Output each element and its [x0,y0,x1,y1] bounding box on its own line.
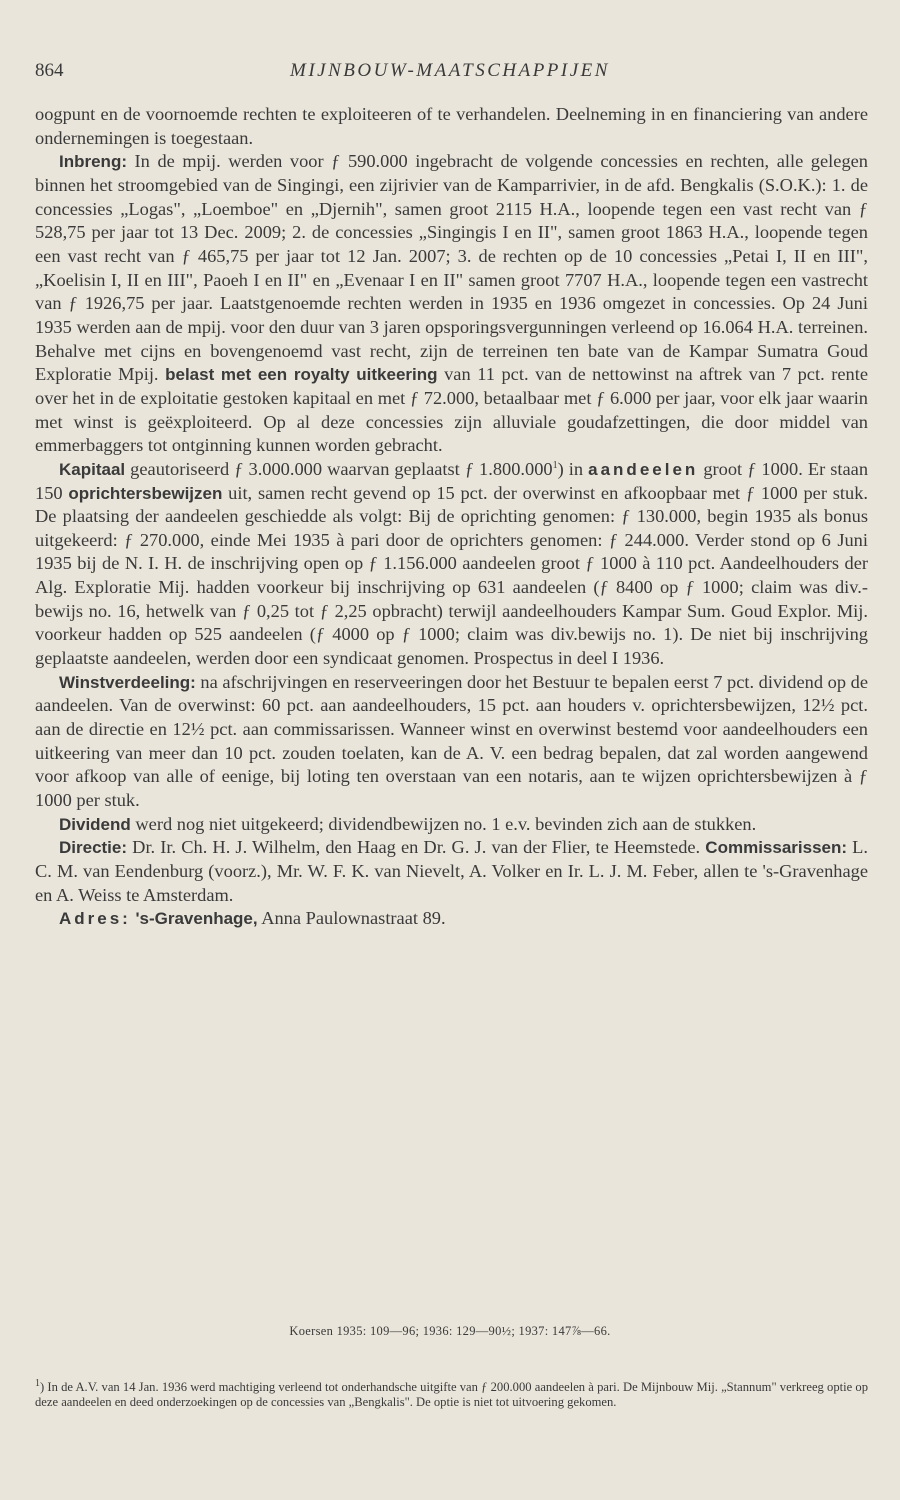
commissarissen-label: Commissarissen: [705,838,848,858]
paragraph-dividend [35,813,868,837]
paragraph-kapitaal [35,458,868,671]
adres-text: Anna Paulownastraat 89. [257,908,446,929]
paragraph-intro [35,103,868,150]
adres-city: 's-Gravenhage, [135,909,258,929]
dividend-text: werd nog niet uitgekeerd; dividendbewijzen no. 1 e.v. bevinden zich aan de stukken. [130,813,757,834]
directie-label: Directie: [59,838,128,858]
paragraph-adres [35,907,868,931]
paragraph-directie [35,836,868,907]
footnote-reference: 1 [552,459,558,471]
royalty-label: belast met een royalty uitkeering [165,365,438,385]
kapitaal-text-4: uit, samen recht gevend op 15 pct. der overwinst en afkoopbaar met ƒ 1000 per stuk. De plaatsing der aandeelen geschiedde als volgt: Bij de oprichting genomen: ƒ 130.000, begin 1935 als bonus uitgekeerd: ƒ 270.000, einde Mei 1935 à pari door de oprichters genomen: ƒ 244.000. Verder stond op 6 Juni 1935 bij de N. I. H. de inschrijving open op ƒ 1.156.000 aandeelen groot ƒ 1000 à 110 pct. Aandeelhouders der Alg. Exploratie Mij. hadden voorkeur bij inschrijving op 631 aandeelen (ƒ 8400 op ƒ 1000; claim was div.-bewijs no. 16, hetwelk van ƒ 0,25 tot ƒ 2,25 opbracht) terwijl aandeelhouders Kampar Sum. Goud Explor. Mij. voorkeur hadden op 525 aandeelen (ƒ 4000 op ƒ 1000; claim was div.bewijs no. 1). De niet bij inschrijving geplaatste aandeelen, werden door een syndicaat genomen. Prospectus in deel I 1936. [35,482,868,669]
oprichtersbewijzen-label: oprichtersbewijzen [68,483,223,503]
directie-text: Dr. Ir. Ch. H. J. Wilhelm, den Haag en Dr. G. J. van der Flier, te Heemstede. [127,837,706,858]
aandeelen-label: aandeelen [588,459,699,479]
inbreng-text: In de mpij. werden voor ƒ 590.000 ingebracht de volgende concessies en rechten, alle gelegen binnen het stroomgebied van de Singingi, een zijrivier van de Kamparrivier, in de afd. Bengkalis (S.O.K.): 1. de concessies „Logas", „Loemboe" en „Djernih", samen groot 2115 H.A., loopende tegen een vast recht van ƒ 528,75 per jaar tot 13 Dec. 2009; 2. de concessies „Singingis I en II", samen groot 1863 H.A., loopende tegen een vast recht van ƒ 465,75 per jaar tot 12 Jan. 2007; 3. de rechten op de 10 concessies „Petai I, II en III", „Koelisin I, II en III", Paoeh I en II" en „Evenaar I en II" samen groot 7707 H.A., loopende tegen een vastrecht van ƒ 1926,75 per jaar. Laatstgenoemde rechten werden in 1935 en 1936 omgezet in concessies. Op 24 Juni 1935 werden aan de mpij. voor den duur van 3 jaren opsporingsvergunningen verleend op 16.064 H.A. terreinen. Behalve met cijns en bovengenoemd vast recht, zijn de terreinen ten bate van de Kampar Sumatra Goud Exploratie Mpij. [35,151,868,385]
kapitaal-text-3: groot ƒ 1000. Er staan 150 [35,458,869,503]
page-header [35,60,865,90]
kapitaal-text-1: geautoriseerd ƒ 3.000.000 waarvan geplaatst ƒ 1.800.000 [125,458,553,479]
footnote-text: ) In de A.V. van 14 Jan. 1936 werd machtiging verleend tot onderhandsche uitgifte van ƒ 200.000 aandeelen à pari. De Mijnbouw Mij. „Stannum" verkreeg optie op deze aandeelen en deed onderzoekingen op de concessies van „Bengkalis". De optie is niet tot uitvoering gekomen. [35,1380,868,1410]
kapitaal-label: Kapitaal [59,459,126,479]
page-number: 864 [35,60,64,81]
body-text [35,103,868,931]
footnote [35,1377,868,1411]
royalty-text: van 11 pct. van de nettowinst na aftrek van 7 pct. rente over het in de exploitatie gestoken kapitaal en met ƒ 72.000, betaalbaar met ƒ 6.000 per jaar, voor elk jaar waarin met winst is geëxploiteerd. Op al deze concessies zijn alluviale goudafzettingen, die door middel van emmerbaggers tot ontginning kunnen worden gebracht. [35,364,868,456]
commissarissen-text: L. C. M. van Eendenburg (voorz.), Mr. W. F. K. van Nievelt, A. Volker en Ir. L. J. M. Feber, allen te 's-Gravenhage en A. Weiss te Amsterdam. [35,837,868,905]
kapitaal-text-2: ) in [557,458,589,479]
winstverdeeling-text: na afschrijvingen en reserveeringen door het Bestuur te bepalen eerst 7 pct. dividend op de aandeelen. Van de overwinst: 60 pct. aan aandeelhouders, 15 pct. aan houders v. oprichtersbewijzen, 12½ pct. aan de directie en 12½ pct. aan commissarissen. Wanneer winst en overwinst bestemd voor aandeelhouders een uitkeering van meer dan 10 pct. zouden toelaten, kan de A. V. een bedrag bepalen, dat zal worden aangewend voor afkoop van alle of eenige, bij loting ten overstaan van een notaris, aan te wijzen oprichtersbewijzen à ƒ 1000 per stuk. [35,671,868,811]
inbreng-label: Inbreng: [59,152,127,172]
paragraph-winstverdeeling [35,671,868,813]
dividend-label: Dividend [59,814,131,834]
footnote-marker: 1 [35,1377,40,1389]
adres-label: Adres: [59,909,131,929]
paragraph-inbreng [35,150,868,458]
paragraph-intro-text: oogpunt en de voornoemde rechten te exploiteeren of te verhandelen. Deelneming in en financiering van andere ondernemingen is toegestaan. [35,104,868,148]
winstverdeeling-label: Winstverdeeling: [59,672,196,692]
running-title: MIJNBOUW-MAATSCHAPPIJEN [290,60,610,81]
koersen-line: Koersen 1935: 109—96; 1936: 129—90½; 1937: 147⅞—66. [289,1324,611,1338]
